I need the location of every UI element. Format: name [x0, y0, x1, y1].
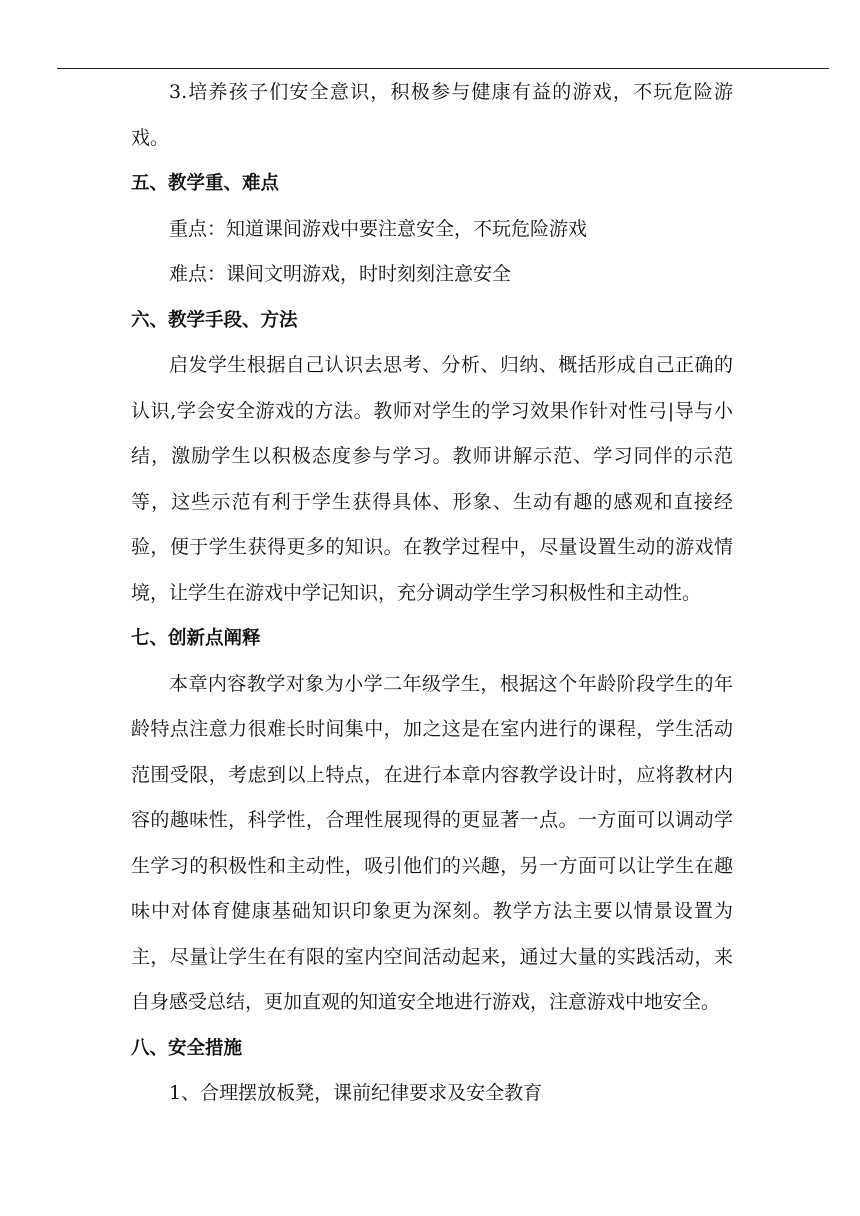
innovation-paragraph: 本章内容教学对象为小学二年级学生，根据这个年龄阶段学生的年龄特点注意力很难长时间集中，加之这是在室内进行的课程，学生活动范围受限，考虑到以上特点，在进行本章内容教学设计时，应将教材内容的趣味性，科学性，合理性展现得的更显著一点。一方面可以调动学生学习的积极性和主动性，吸引他们的兴趣，另一方面可以让学生在趣味中对体育健康基础知识印象更为深刻。教学方法主要以情景设置为主，尽量让学生在有限的室内空间活动起来，通过大量的实践活动，来自身感受总结，更加直观的知道安全地进行游戏，注意游戏中地安全。	[131, 672, 733, 1013]
document-body	[131, 70, 733, 1117]
section-heading-key-difficult-points: 五、教学重、难点	[131, 173, 280, 194]
key-point-paragraph: 重点：知道课间游戏中要注意安全，不玩危险游戏	[169, 217, 588, 240]
section-heading-safety-measures: 八、安全措施	[131, 1037, 243, 1059]
section-heading-teaching-methods: 六、教学手段、方法	[131, 309, 298, 331]
section-heading-innovation: 七、创新点阐释	[131, 628, 261, 649]
difficult-point-paragraph: 难点：课间文明游戏，时时刻刻注意安全	[169, 263, 512, 285]
teaching-methods-paragraph: 启发学生根据自己认识去思考、分析、归纳、概括形成自己正确的认识,学会安全游戏的方法。教师对学生的学习效果作针对性弓|导与小结，激励学生以积极态度参与学习。教师讲解示范、学习同伴的示范等，这些示范有利于学生获得具体、形象、生动有趣的感观和直接经验，便于学生获得更多的知识。在教学过程中，尽量设置生动的游戏情境，让学生在游戏中学记知识，充分调动学生学习积极性和主动性。	[131, 354, 733, 604]
objective-3-paragraph: 3.培养孩子们安全意识，积极参与健康有益的游戏，不玩危险游戏。	[131, 81, 733, 149]
safety-measure-1-paragraph: 1、合理摆放板凳，课前纪律要求及安全教育	[169, 1082, 543, 1104]
header-rule	[57, 68, 829, 69]
